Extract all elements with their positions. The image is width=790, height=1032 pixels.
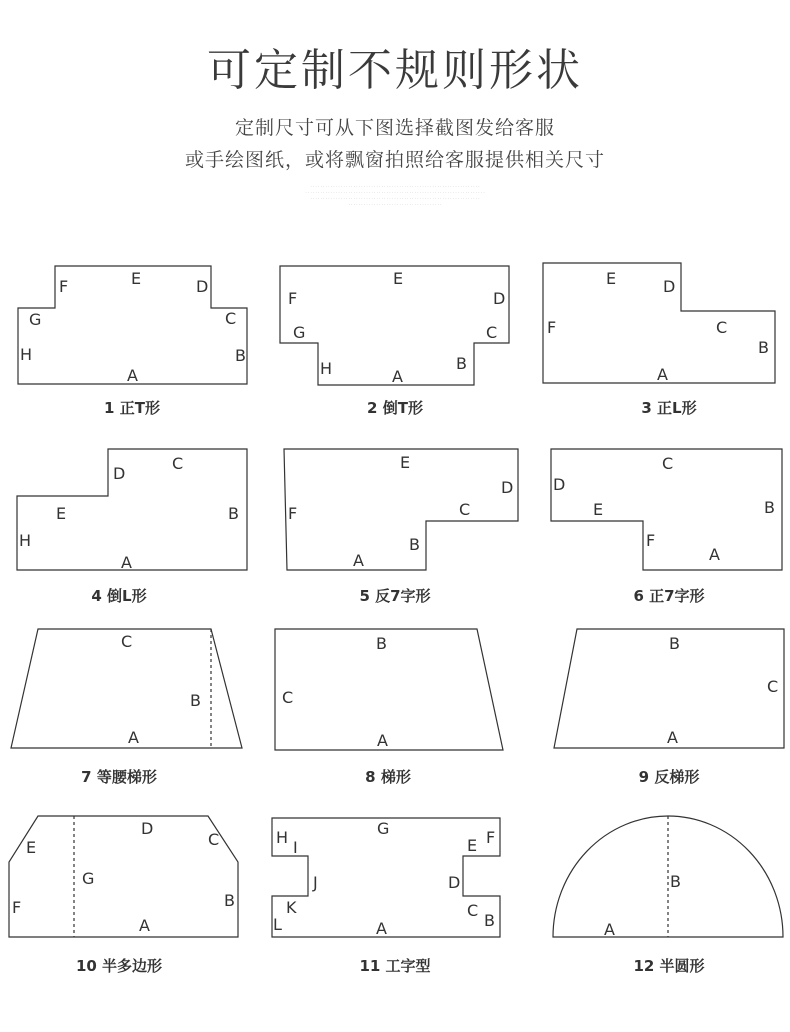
shape-10-label-b: B <box>224 891 235 910</box>
fine-print-decoration: · · · · · · · · · · · · · · · · · · · · · · · · · · · · · · · · · · · · · · · · · · · · · · · · · · · · · · · · · · · · · · · · · · · · · · · · · · · · · · · · · · · · · · · · · · · · · · · · · · · · · · · · · · · · · · · · · · · · · · · · · · · · · · · · · · · · · · · · · · · · · · · · · · · · · · · · · · · · · · · · · · · · · · · · · · · · · · · · · · · · · · · · · · · · · · · · · · · · · · · · · · · · · · · · · · · · · · · · · · · · · · · · · · · · · · · · · · · · · · · · · · <box>305 184 485 207</box>
shape-6-label-a: A <box>709 545 720 564</box>
shape-3-label-c: C <box>716 318 728 337</box>
shape-11-label-f: F <box>486 828 496 847</box>
shape-4-label-a: A <box>121 553 132 572</box>
shape-4-label-d: D <box>113 464 126 483</box>
shape-4-label-c: C <box>172 454 184 473</box>
shape-11-label-l: L <box>273 915 282 934</box>
shape-8-label-a: A <box>377 731 388 750</box>
page-title: 可定制不规则形状 <box>207 45 583 96</box>
shape-1-label-f: F <box>59 277 69 296</box>
shape-11-label-h: H <box>276 828 289 847</box>
shape-4-outline <box>17 449 247 570</box>
shape-2-label-e: E <box>393 269 404 288</box>
shape-10-caption: 10 半多边形 <box>75 957 163 975</box>
shape-3-caption: 3 正L形 <box>641 399 697 417</box>
subtitle-line-1: 定制尺寸可从下图选择截图发给客服 <box>234 117 555 139</box>
shape-1-label-b: B <box>235 346 246 365</box>
shape-11-label-i: I <box>293 838 298 857</box>
shape-11-label-k: K <box>286 898 297 917</box>
shape-8-label-b: B <box>376 634 387 653</box>
shape-7-label-c: C <box>121 632 133 651</box>
shape-2-label-d: D <box>493 289 506 308</box>
shape-11-label-a: A <box>376 919 387 938</box>
shape-10-outline <box>9 816 238 937</box>
shape-2-label-a: A <box>392 367 403 386</box>
shape-11-label-g: G <box>377 819 390 838</box>
shape-2-label-f: F <box>288 289 298 308</box>
shape-4-caption: 4 倒L形 <box>91 587 147 605</box>
shape-10-label-a: A <box>139 916 150 935</box>
shape-6-label-b: B <box>764 498 775 517</box>
shape-12-label-b: B <box>670 872 681 891</box>
shape-11-label-d: D <box>448 873 461 892</box>
shape-2-caption: 2 倒T形 <box>367 399 423 417</box>
shape-2-label-b: B <box>456 354 467 373</box>
shape-1-label-e: E <box>131 269 142 288</box>
shape-3-label-d: D <box>663 277 676 296</box>
shape-9-label-c: C <box>767 677 779 696</box>
shape-10-label-e: E <box>26 838 37 857</box>
shape-3-label-e: E <box>606 269 617 288</box>
shape-11-label-b: B <box>484 911 495 930</box>
shape-1-label-g: G <box>29 310 42 329</box>
shape-3-label-f: F <box>547 318 557 337</box>
shape-10-label-c: C <box>208 830 220 849</box>
shape-3-label-a: A <box>657 365 668 384</box>
shape-12-label-a: A <box>604 920 615 939</box>
shape-9-label-b: B <box>669 634 680 653</box>
shape-5-label-d: D <box>501 478 514 497</box>
shape-2-label-g: G <box>293 323 306 342</box>
shape-10-label-g: G <box>82 869 95 888</box>
shape-9-label-a: A <box>667 728 678 747</box>
shape-1-label-d: D <box>196 277 209 296</box>
shape-7-label-a: A <box>128 728 139 747</box>
shape-10-label-f: F <box>12 898 22 917</box>
shape-6-caption: 6 正7字形 <box>633 587 705 605</box>
subtitle-line-2: 或手绘图纸，或将飘窗拍照给客服提供相关尺寸 <box>184 149 605 171</box>
shape-5-caption: 5 反7字形 <box>359 587 431 605</box>
shape-5-label-a: A <box>353 551 364 570</box>
shape-2-label-c: C <box>486 323 498 342</box>
shape-8-outline <box>275 629 503 750</box>
shape-8-caption: 8 梯形 <box>365 768 411 786</box>
shape-1-label-h: H <box>20 345 33 364</box>
shape-3-label-b: B <box>758 338 769 357</box>
shape-8-label-c: C <box>282 688 294 707</box>
shape-4-label-e: E <box>56 504 67 523</box>
shape-1-caption: 1 正T形 <box>104 399 160 417</box>
shape-7-caption: 7 等腰梯形 <box>81 768 157 786</box>
shape-5-label-b: B <box>409 535 420 554</box>
shape-5-label-e: E <box>400 453 411 472</box>
shape-10-label-d: D <box>141 819 154 838</box>
shape-4-label-b: B <box>228 504 239 523</box>
shape-11-label-c: C <box>467 901 479 920</box>
shape-1-label-c: C <box>225 309 237 328</box>
shape-5-label-c: C <box>459 500 471 519</box>
shape-2-label-h: H <box>320 359 333 378</box>
shape-9-caption: 9 反梯形 <box>638 768 700 786</box>
shape-4-label-h: H <box>19 531 32 550</box>
shape-6-label-e: E <box>593 500 604 519</box>
shape-1-label-a: A <box>127 366 138 385</box>
shape-6-label-d: D <box>553 475 566 494</box>
shape-6-label-c: C <box>662 454 674 473</box>
shape-12-caption: 12 半圆形 <box>633 957 705 975</box>
shape-11-caption: 11 工字型 <box>359 957 431 975</box>
shape-11-label-j: J <box>313 873 318 892</box>
shape-5-label-f: F <box>288 504 298 523</box>
shape-7-label-b: B <box>190 691 201 710</box>
shape-11-label-e: E <box>467 836 478 855</box>
shape-6-label-f: F <box>646 531 656 550</box>
